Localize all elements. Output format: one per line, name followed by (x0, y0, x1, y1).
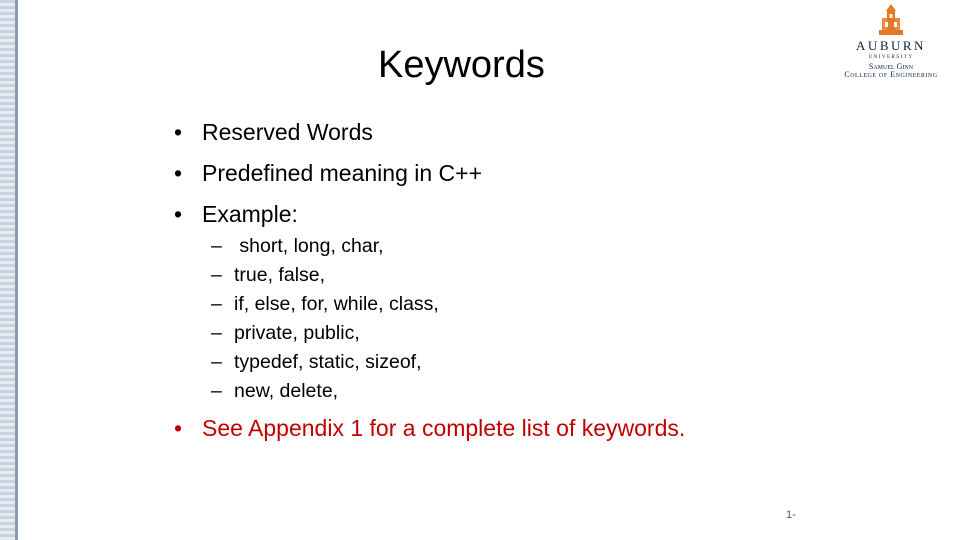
dash-glyph: – (211, 235, 222, 257)
sub-bullet-item (211, 319, 439, 348)
sub-bullet-item (211, 348, 439, 377)
logo-samuel-ginn-text: Samuel Ginn (868, 62, 914, 71)
sub-bullet-item (211, 261, 439, 290)
bullet-glyph: • (174, 119, 183, 145)
sub-bullet-list (211, 232, 439, 406)
bullet-glyph: • (174, 415, 183, 441)
logo-university-text: UNIVERSITY (868, 55, 914, 60)
dash-glyph: – (211, 264, 222, 286)
bullet-list (174, 114, 482, 237)
bullet-text: Predefined meaning in C++ (202, 160, 483, 186)
sub-bullet-text: private, public, (234, 322, 360, 344)
sub-bullet-text: typedef, static, sizeof, (234, 351, 422, 373)
sub-bullet-text: new, delete, (234, 380, 339, 402)
bullet-glyph: • (174, 201, 183, 227)
appendix-note (174, 410, 685, 446)
dash-glyph: – (211, 293, 222, 315)
sub-bullet-item (211, 232, 439, 261)
bullet-text: Reserved Words (202, 119, 373, 145)
logo-college-text: College of Engineering (844, 70, 938, 79)
slide-number: 1- (786, 509, 796, 521)
sub-bullet-text: short, long, char, (234, 235, 384, 257)
bullet-text: Example: (202, 201, 298, 227)
appendix-note-text: See Appendix 1 for a complete list of keywords. (202, 415, 686, 441)
sub-bullet-text: true, false, (234, 264, 326, 286)
auburn-logo (828, 4, 954, 82)
bullet-item (174, 114, 482, 155)
dash-glyph: – (211, 380, 222, 402)
bullet-item (174, 196, 482, 237)
dash-glyph: – (211, 322, 222, 344)
sub-bullet-item (211, 290, 439, 319)
sub-bullet-item (211, 377, 439, 406)
bullet-item (174, 155, 482, 196)
dash-glyph: – (211, 351, 222, 373)
auburn-tower-icon (878, 4, 904, 36)
logo-auburn-text: AUBURN (856, 38, 926, 53)
left-decorative-strip (0, 0, 18, 540)
bullet-glyph: • (174, 160, 183, 186)
slide-title: Keywords (378, 44, 545, 86)
sub-bullet-text: if, else, for, while, class, (234, 293, 439, 315)
